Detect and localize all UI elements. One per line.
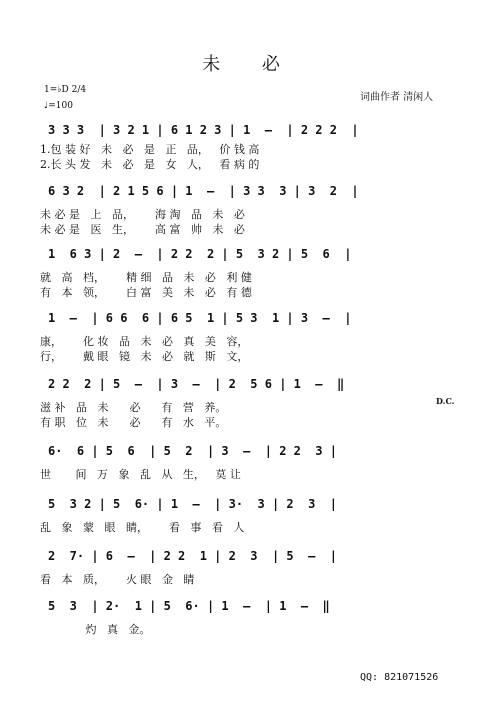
notation-line: 6· 6 | 5 6 | 5 2 | 3 – | 2 2 3 | <box>48 444 337 458</box>
lyric-line: 2.长 头 发 未 必 是 女 人， 看 病 的 <box>40 158 260 171</box>
lyric-line: 行， 戴 眼 镜 未 必 就 斯 文， <box>40 350 249 363</box>
notation-line: 2 7· | 6 – | 2 2 1 | 2 3 | 5 – | <box>48 549 337 563</box>
lyric-line: 就 高 档， 精 细 品 未 必 利 健 <box>40 271 252 284</box>
lyric-line: 乱 象 蒙 眼 睛， 看 事 看 人 <box>40 521 245 534</box>
contact-qq: QQ: 821071526 <box>360 672 439 683</box>
lyric-line: 滋 补 品 未 必 有 营 养。 <box>40 401 227 414</box>
lyric-line: 有 本 领， 白 富 美 未 必 有 德 <box>40 286 252 299</box>
notation-line: 5 3 2 | 5 6· | 1 – | 3· 3 | 2 3 | <box>48 497 337 511</box>
song-title: 未 必 <box>202 54 298 75</box>
lyric-line: 看 本 质， 火 眼 金 睛 <box>40 573 195 586</box>
notation-line: 1 – | 6 6 6 | 6 5 1 | 5 3 1 | 3 – | <box>48 311 352 325</box>
composer-credits: 词曲作者 清闲人 <box>360 92 434 103</box>
key-signature: 1=♭D 2/4 <box>44 85 87 95</box>
notation-line: 5 3 | 2· 1 | 5 6· | 1 – | 1 – ‖ <box>48 599 330 613</box>
notation-line: 2 2 2 | 5 – | 3 – | 2 5 6 | 1 – ‖ <box>48 377 345 391</box>
notation-line: 6 3 2 | 2 1 5 6 | 1 – | 3 3 3 | 3 2 | <box>48 184 359 198</box>
lyric-line: 康， 化 妆 品 未 必 真 美 容， <box>40 335 249 348</box>
lyric-line: 有 职 位 未 必 有 水 平。 <box>40 416 227 429</box>
lyric-line: 未 必 是 上 品， 海 淘 品 未 必 <box>40 208 245 221</box>
lyric-line: 灼 真 金。 <box>40 623 151 636</box>
tempo-marking: ♩=100 <box>44 101 73 111</box>
lyric-line: 未 必 是 医 生， 高 富 帅 未 必 <box>40 223 245 236</box>
da-capo-marking: D.C. <box>436 396 455 406</box>
lyric-line: 1.包 装 好 未 必 是 正 品， 价 钱 高 <box>40 143 260 156</box>
notation-line: 1 6 3 | 2 – | 2 2 2 | 5 3 2 | 5 6 | <box>48 247 352 261</box>
notation-line: 3 3 3 | 3 2 1 | 6 1 2 3 | 1 – | 2 2 2 | <box>48 123 359 137</box>
lyric-line: 世 间 万 象 乱 从 生， 莫 让 <box>40 468 241 481</box>
